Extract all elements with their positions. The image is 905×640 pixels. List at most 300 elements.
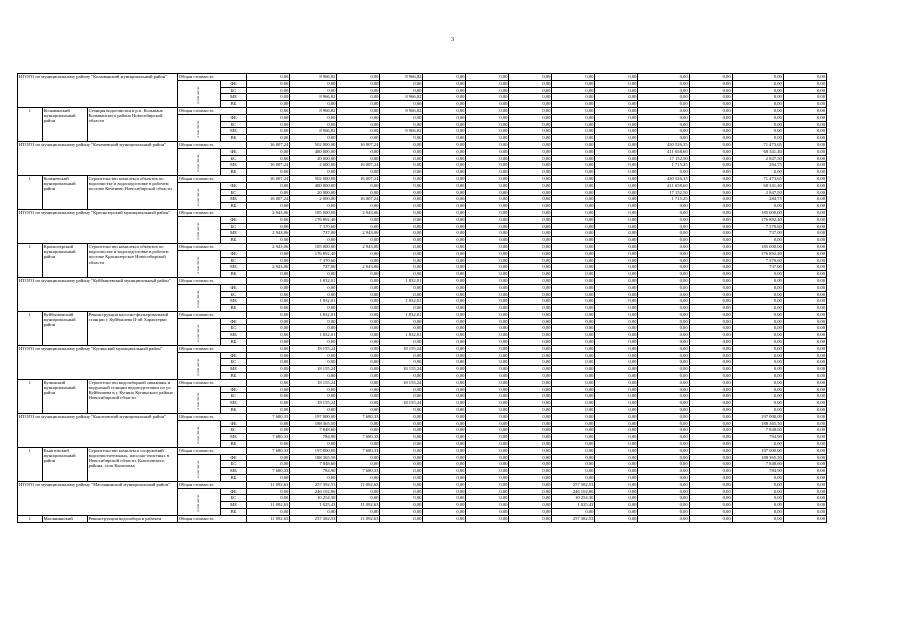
value-cell: 0,00 (509, 407, 552, 414)
value-cell: 0,00 (380, 271, 423, 278)
value-cell: 1 025,43 (290, 502, 337, 509)
value-cell: 0,00 (423, 257, 466, 264)
value-cell: 0,00 (552, 284, 595, 291)
value-cell: 0,00 (552, 271, 595, 278)
value-cell: 0,00 (638, 305, 689, 312)
value-cell: 0,00 (466, 393, 509, 400)
value-cell: 0,00 (783, 454, 826, 461)
value-cell: 0,00 (638, 495, 689, 502)
value-cell: 0,00 (638, 447, 689, 454)
value-cell: 0,00 (595, 155, 638, 162)
value-cell: 176 892,40 (732, 250, 783, 257)
value-cell: 0,00 (595, 386, 638, 393)
value-cell: 0,00 (247, 339, 290, 346)
page-number: 3 (451, 37, 454, 43)
value-cell: 7 848,60 (732, 427, 783, 434)
value-cell: 0,00 (638, 223, 689, 230)
value-cell: 784,90 (290, 468, 337, 475)
value-cell: 0,00 (509, 325, 552, 332)
district-name: Маслянинский (42, 515, 87, 522)
value-cell: 0,00 (423, 230, 466, 237)
value-cell: 0,00 (638, 87, 689, 94)
value-cell: 0,00 (783, 379, 826, 386)
value-cell: 7 680,33 (337, 468, 380, 475)
value-cell: 0,00 (247, 509, 290, 516)
value-cell: 0,00 (689, 223, 732, 230)
value-cell: 0,00 (783, 182, 826, 189)
value-cell: 0,00 (689, 277, 732, 284)
value-cell: 0,00 (783, 420, 826, 427)
value-cell: 0,00 (380, 413, 423, 420)
value-cell: 0,00 (247, 87, 290, 94)
value-cell: 257 382,53 (552, 515, 595, 522)
value-cell: 0,00 (380, 475, 423, 482)
value-cell: 0,00 (290, 352, 337, 359)
value-cell: 0,00 (689, 257, 732, 264)
value-cell: 0,00 (423, 216, 466, 223)
value-cell: 0,00 (466, 271, 509, 278)
value-cell: 0,00 (290, 284, 337, 291)
value-cell: 0,00 (689, 352, 732, 359)
value-cell: 0,00 (423, 475, 466, 482)
value-cell: 0,00 (783, 291, 826, 298)
value-cell: 0,00 (337, 87, 380, 94)
value-cell: 0,00 (638, 393, 689, 400)
value-cell: 0,00 (466, 203, 509, 210)
value-cell: 0,00 (423, 196, 466, 203)
value-cell: 0,00 (689, 94, 732, 101)
value-cell: 0,00 (337, 427, 380, 434)
value-cell: 0,00 (552, 162, 595, 169)
value-cell: 0,00 (337, 74, 380, 81)
total-cost-label: Общая стоимость (177, 74, 247, 81)
value-cell: 0,00 (689, 135, 732, 142)
value-cell: 0,00 (689, 291, 732, 298)
value-cell: 0,00 (290, 121, 337, 128)
value-cell: 0,00 (689, 311, 732, 318)
value-cell: 0,00 (337, 284, 380, 291)
value-cell: 0,00 (466, 468, 509, 475)
value-cell: 0,00 (423, 461, 466, 468)
value-cell: 0,00 (466, 509, 509, 516)
value-cell: 0,00 (466, 373, 509, 380)
value-cell: 0,00 (380, 87, 423, 94)
value-cell: 0,00 (290, 475, 337, 482)
value-cell: 0,00 (595, 447, 638, 454)
value-cell: 0,00 (783, 345, 826, 352)
funding-source: БС (220, 495, 247, 502)
value-cell: 0,00 (466, 94, 509, 101)
value-cell: 0,00 (466, 243, 509, 250)
value-cell: 0,00 (509, 298, 552, 305)
value-cell: 0,00 (247, 114, 290, 121)
value-cell: 0,00 (509, 175, 552, 182)
value-cell: 0,00 (247, 203, 290, 210)
value-cell: 0,00 (247, 250, 290, 257)
value-cell: 0,00 (595, 250, 638, 257)
including-label (177, 182, 220, 209)
funding-source: БС (220, 461, 247, 468)
value-cell: 0,00 (638, 468, 689, 475)
value-cell: 0,00 (509, 495, 552, 502)
value-cell: 0,00 (638, 413, 689, 420)
value-cell: 0,00 (247, 148, 290, 155)
value-cell: 0,00 (689, 420, 732, 427)
funding-source: ФБ (220, 114, 247, 121)
value-cell: 18 155,24 (290, 345, 337, 352)
value-cell: 0,00 (509, 209, 552, 216)
value-cell: 0,00 (638, 291, 689, 298)
table-row (18, 447, 827, 454)
value-cell: 0,00 (509, 189, 552, 196)
item-number: 1 (18, 243, 43, 277)
value-cell: 0,00 (595, 393, 638, 400)
value-cell: 0,00 (466, 196, 509, 203)
value-cell: 0,00 (689, 345, 732, 352)
value-cell: 0,00 (380, 495, 423, 502)
value-cell: 7 680,33 (247, 434, 290, 441)
value-cell: 0,00 (466, 216, 509, 223)
value-cell: 0,00 (783, 318, 826, 325)
value-cell: 0,00 (638, 128, 689, 135)
total-cost-label: Общая стоимость (177, 209, 247, 216)
funding-source: ВБ (220, 339, 247, 346)
value-cell: 0,00 (247, 189, 290, 196)
table-row (18, 413, 827, 420)
value-cell: 0,00 (732, 318, 783, 325)
value-cell: 0,00 (466, 413, 509, 420)
value-cell: 0,00 (595, 203, 638, 210)
value-cell: 0,00 (595, 325, 638, 332)
value-cell: 0,00 (466, 298, 509, 305)
value-cell: 1 025,43 (552, 502, 595, 509)
district-total-title: ИТОГО по муниципальному району "Маслянинский муниципальный район" (18, 481, 178, 515)
value-cell: 0,00 (783, 400, 826, 407)
value-cell: 0,00 (247, 488, 290, 495)
value-cell: 0,00 (247, 305, 290, 312)
table-row (18, 515, 827, 522)
value-cell: 0,00 (466, 325, 509, 332)
value-cell: 0,00 (380, 223, 423, 230)
value-cell: 0,00 (783, 250, 826, 257)
value-cell: 0,00 (337, 305, 380, 312)
value-cell: 430 526,35 (638, 141, 689, 148)
value-cell: 0,00 (247, 461, 290, 468)
value-cell: 0,00 (423, 101, 466, 108)
district-total-title: ИТОГО по муниципальному району "Краснозерский муниципальный район" (18, 209, 178, 243)
value-cell: 0,00 (552, 175, 595, 182)
value-cell: 0,00 (689, 515, 732, 522)
value-cell: 0,00 (466, 407, 509, 414)
including-text: в том числе: (195, 323, 200, 342)
value-cell: 0,00 (466, 311, 509, 318)
value-cell: 0,00 (247, 379, 290, 386)
value-cell: 0,00 (689, 182, 732, 189)
value-cell: 0,00 (783, 325, 826, 332)
value-cell: 0,00 (380, 182, 423, 189)
value-cell: 0,00 (247, 407, 290, 414)
value-cell: 0,00 (783, 475, 826, 482)
value-cell: 0,00 (552, 373, 595, 380)
funding-source: ВБ (220, 101, 247, 108)
value-cell: 0,00 (247, 216, 290, 223)
value-cell: 0,00 (689, 454, 732, 461)
value-cell: 0,00 (783, 243, 826, 250)
value-cell: 0,00 (337, 148, 380, 155)
value-cell: 0,00 (380, 284, 423, 291)
value-cell: 0,00 (290, 318, 337, 325)
value-cell: 0,00 (337, 216, 380, 223)
value-cell: 0,00 (290, 339, 337, 346)
value-cell: 0,00 (732, 488, 783, 495)
value-cell: 0,00 (466, 386, 509, 393)
value-cell: 0,00 (595, 189, 638, 196)
value-cell: 0,00 (509, 373, 552, 380)
value-cell: 0,00 (466, 441, 509, 448)
value-cell: 2 000,00 (290, 162, 337, 169)
value-cell: 0,00 (337, 101, 380, 108)
value-cell: 0,00 (509, 284, 552, 291)
value-cell: 0,00 (509, 332, 552, 339)
district-name: Колыванский муниципальный район (42, 107, 87, 141)
value-cell: 0,00 (732, 475, 783, 482)
value-cell: 0,00 (595, 332, 638, 339)
funding-source: ВБ (220, 271, 247, 278)
value-cell: 737,00 (290, 264, 337, 271)
value-cell: 0,00 (423, 169, 466, 176)
value-cell: 188 365,50 (732, 454, 783, 461)
value-cell: 0,00 (466, 107, 509, 114)
value-cell: 176 892,40 (290, 250, 337, 257)
value-cell: 0,00 (466, 128, 509, 135)
value-cell: 0,00 (638, 298, 689, 305)
table-row (18, 311, 827, 318)
value-cell: 0,00 (509, 223, 552, 230)
value-cell: 0,00 (380, 141, 423, 148)
value-cell: 1 832,01 (380, 298, 423, 305)
value-cell: 0,00 (466, 114, 509, 121)
value-cell: 0,00 (595, 475, 638, 482)
value-cell: 0,00 (380, 454, 423, 461)
value-cell: 0,00 (337, 454, 380, 461)
value-cell: 257 382,53 (552, 481, 595, 488)
value-cell: 0,00 (638, 216, 689, 223)
total-cost-label: Общая стоимость (177, 447, 247, 454)
value-cell: 0,00 (595, 352, 638, 359)
item-number: 1 (18, 107, 43, 141)
value-cell: 0,00 (247, 359, 290, 366)
value-cell: 0,00 (423, 386, 466, 393)
value-cell: 0,00 (732, 332, 783, 339)
value-cell: 0,00 (783, 203, 826, 210)
value-cell: 0,00 (509, 169, 552, 176)
value-cell: 0,00 (337, 475, 380, 482)
value-cell: 0,00 (732, 298, 783, 305)
value-cell: 68 341,40 (732, 148, 783, 155)
funding-source: ФБ (220, 454, 247, 461)
value-cell: 0,00 (423, 277, 466, 284)
value-cell: 0,00 (552, 121, 595, 128)
value-cell: 1 715,25 (638, 162, 689, 169)
value-cell: 0,00 (247, 441, 290, 448)
value-cell: 0,00 (689, 80, 732, 87)
value-cell: 0,00 (380, 230, 423, 237)
value-cell: 0,00 (552, 407, 595, 414)
value-cell: 11 092,63 (247, 502, 290, 509)
value-cell: 18 155,24 (380, 366, 423, 373)
value-cell: 0,00 (509, 94, 552, 101)
value-cell: 0,00 (638, 461, 689, 468)
value-cell: 0,00 (689, 107, 732, 114)
value-cell: 0,00 (783, 80, 826, 87)
value-cell: 0,00 (783, 495, 826, 502)
value-cell: 0,00 (509, 203, 552, 210)
value-cell: 7 848,60 (732, 461, 783, 468)
value-cell: 0,00 (509, 257, 552, 264)
value-cell: 0,00 (423, 468, 466, 475)
value-cell: 16 007,24 (247, 162, 290, 169)
value-cell: 0,00 (689, 196, 732, 203)
value-cell: 0,00 (552, 379, 595, 386)
value-cell: 0,00 (552, 434, 595, 441)
value-cell: 0,00 (466, 379, 509, 386)
value-cell: 0,00 (509, 311, 552, 318)
funding-source: МБ (220, 502, 247, 509)
value-cell: 0,00 (595, 216, 638, 223)
value-cell: 0,00 (423, 209, 466, 216)
value-cell: 0,00 (689, 237, 732, 244)
value-cell: 8 966,82 (380, 107, 423, 114)
value-cell: 0,00 (509, 107, 552, 114)
value-cell: 0,00 (783, 223, 826, 230)
value-cell: 0,00 (595, 495, 638, 502)
value-cell: 0,00 (689, 121, 732, 128)
value-cell: 0,00 (638, 318, 689, 325)
value-cell: 0,00 (783, 141, 826, 148)
value-cell: 0,00 (595, 87, 638, 94)
value-cell: 185 000,00 (732, 243, 783, 250)
value-cell: 0,00 (337, 400, 380, 407)
value-cell: 0,00 (247, 325, 290, 332)
value-cell: 0,00 (595, 461, 638, 468)
value-cell: 10 254,30 (552, 495, 595, 502)
value-cell: 0,00 (423, 488, 466, 495)
value-cell: 188 365,50 (290, 420, 337, 427)
value-cell: 0,00 (552, 468, 595, 475)
value-cell: 18 155,24 (380, 345, 423, 352)
value-cell: 0,00 (380, 427, 423, 434)
funding-source: БС (220, 223, 247, 230)
value-cell: 185 000,00 (290, 243, 337, 250)
value-cell: 17 152,50 (638, 189, 689, 196)
value-cell: 0,00 (783, 413, 826, 420)
value-cell: 0,00 (337, 277, 380, 284)
value-cell: 11 092,63 (247, 515, 290, 522)
value-cell: 0,00 (783, 447, 826, 454)
value-cell: 0,00 (466, 189, 509, 196)
value-cell: 0,00 (732, 305, 783, 312)
value-cell: 0,00 (595, 74, 638, 81)
funding-source: ФБ (220, 216, 247, 223)
value-cell: 0,00 (552, 237, 595, 244)
value-cell: 0,00 (380, 488, 423, 495)
value-cell: 0,00 (552, 209, 595, 216)
value-cell: 0,00 (337, 461, 380, 468)
value-cell: 0,00 (247, 291, 290, 298)
value-cell: 197 000,00 (732, 413, 783, 420)
value-cell: 0,00 (509, 515, 552, 522)
value-cell: 0,00 (638, 515, 689, 522)
value-cell: 0,00 (552, 182, 595, 189)
value-cell: 0,00 (466, 250, 509, 257)
value-cell: 0,00 (247, 169, 290, 176)
value-cell: 0,00 (595, 257, 638, 264)
value-cell: 0,00 (638, 94, 689, 101)
value-cell: 0,00 (783, 271, 826, 278)
value-cell: 0,00 (290, 114, 337, 121)
value-cell: 176 892,40 (290, 216, 337, 223)
table-row (18, 141, 827, 148)
value-cell: 0,00 (638, 121, 689, 128)
item-number: 1 (18, 515, 43, 522)
value-cell: 0,00 (466, 284, 509, 291)
value-cell: 0,00 (689, 373, 732, 380)
financing-table (17, 73, 827, 523)
value-cell: 2 847,50 (732, 189, 783, 196)
district-name: Куйбышевский муниципальный район (42, 311, 87, 345)
value-cell: 0,00 (689, 216, 732, 223)
value-cell: 0,00 (423, 284, 466, 291)
value-cell: 0,00 (689, 332, 732, 339)
value-cell: 0,00 (509, 475, 552, 482)
value-cell: 0,00 (337, 339, 380, 346)
value-cell: 0,00 (466, 80, 509, 87)
value-cell: 0,00 (783, 305, 826, 312)
value-cell: 737,00 (732, 230, 783, 237)
value-cell: 0,00 (466, 400, 509, 407)
value-cell: 0,00 (595, 481, 638, 488)
value-cell: 0,00 (423, 373, 466, 380)
value-cell: 0,00 (290, 441, 337, 448)
including-text: в том числе: (195, 493, 200, 512)
value-cell: 0,00 (552, 114, 595, 121)
value-cell: 8 966,82 (290, 107, 337, 114)
district-total-title: ИТОГО по муниципальному району "Куйбышевский муниципальный район" (18, 277, 178, 311)
value-cell: 0,00 (638, 169, 689, 176)
value-cell: 0,00 (247, 121, 290, 128)
value-cell: 246 102,86 (290, 488, 337, 495)
value-cell: 0,00 (732, 502, 783, 509)
value-cell: 0,00 (380, 407, 423, 414)
value-cell: 0,00 (466, 121, 509, 128)
funding-source: МБ (220, 196, 247, 203)
value-cell: 0,00 (783, 175, 826, 182)
value-cell: 7 680,33 (247, 468, 290, 475)
value-cell: 0,00 (247, 454, 290, 461)
value-cell: 1 715,25 (638, 196, 689, 203)
value-cell: 0,00 (337, 271, 380, 278)
value-cell: 0,00 (423, 515, 466, 522)
value-cell: 0,00 (689, 325, 732, 332)
value-cell: 0,00 (466, 223, 509, 230)
value-cell: 16 007,24 (337, 196, 380, 203)
value-cell: 0,00 (638, 257, 689, 264)
value-cell: 7 370,60 (732, 223, 783, 230)
value-cell: 0,00 (509, 162, 552, 169)
value-cell: 7 370,60 (290, 223, 337, 230)
value-cell: 8 966,82 (380, 94, 423, 101)
value-cell: 0,00 (423, 393, 466, 400)
